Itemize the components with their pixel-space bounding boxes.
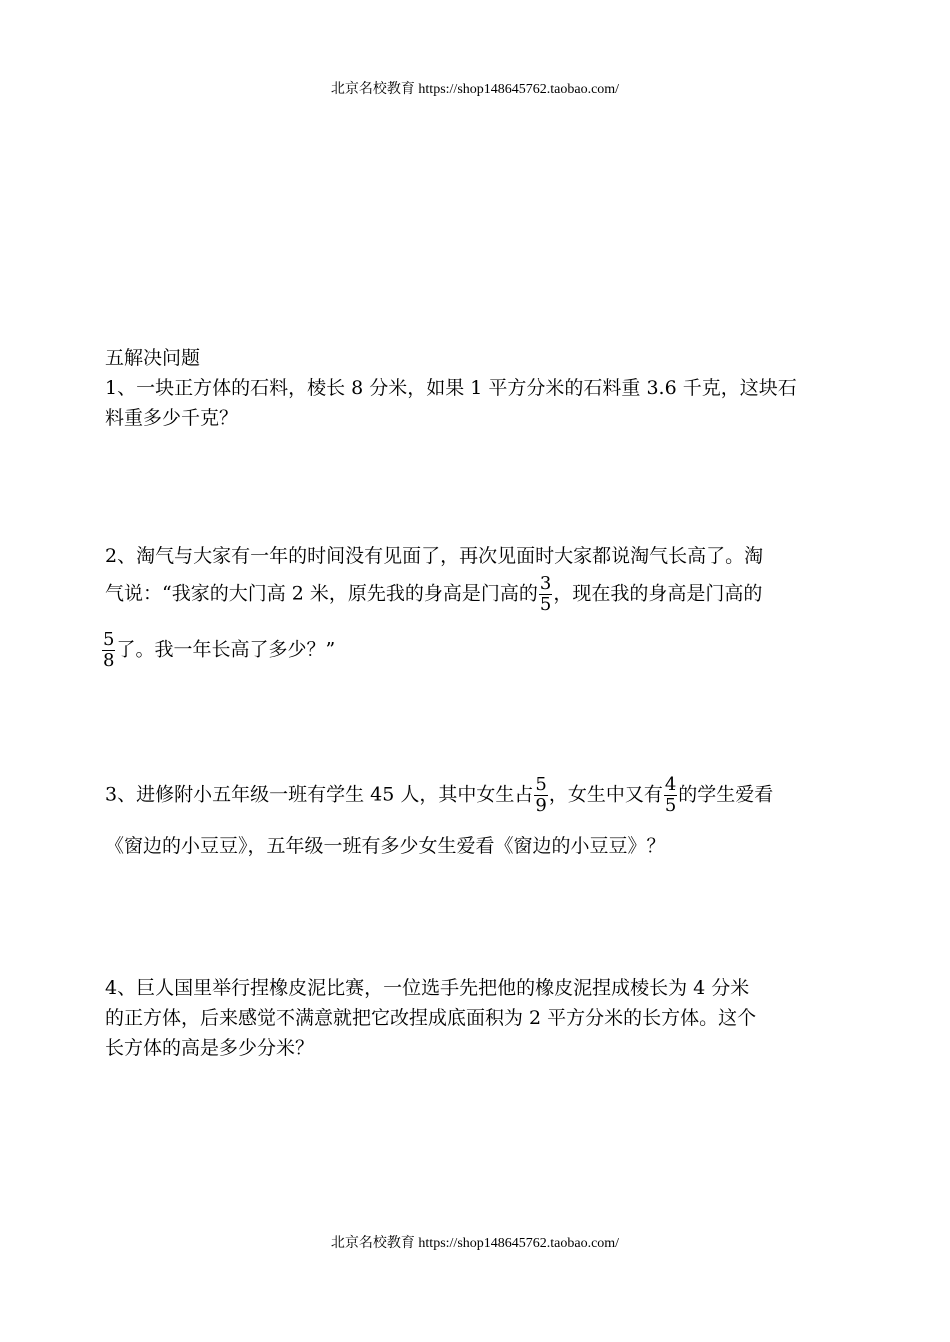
fraction-numerator: 5	[103, 629, 115, 650]
q2-text-b: ，现在我的身高是门高的	[553, 582, 763, 605]
fraction-denominator: 8	[103, 650, 115, 671]
fraction-numerator: 5	[535, 774, 547, 795]
q2-text-c: 了。我一年长高了多少？”	[116, 638, 336, 661]
q2-line-1: 2、淘气与大家有一年的时间没有见面了，再次见面时大家都说淘气长高了。淘	[105, 545, 764, 567]
q2-text-a: 气说：“我家的大门高 2 米，原先我的身高是门高的	[105, 582, 538, 605]
q3-text-c: 的学生爱看	[678, 783, 774, 806]
fraction-3-5	[539, 574, 552, 615]
q2-line-2	[105, 574, 762, 615]
page-footer: 北京名校教育 https://shop148645762.taobao.com/	[330, 1236, 620, 1251]
q4-line-3: 长方体的高是多少分米？	[105, 1037, 315, 1059]
section-title: 五解决问题	[105, 347, 201, 369]
page-header: 北京名校教育 https://shop148645762.taobao.com/	[330, 82, 620, 97]
fraction-5-8	[102, 630, 115, 671]
q2-line-3	[101, 630, 335, 671]
q4-line-1: 4、巨人国里举行捏橡皮泥比赛，一位选手先把他的橡皮泥捏成棱长为 4 分米	[105, 977, 750, 999]
q3-text-b: ，女生中又有	[548, 783, 663, 806]
fraction-denominator: 5	[539, 594, 552, 615]
q3-line-2: 《窗边的小豆豆》，五年级一班有多少女生爱看《窗边的小豆豆》？	[105, 835, 666, 857]
fraction-4-5	[664, 775, 677, 816]
fraction-numerator: 4	[664, 774, 677, 795]
fraction-denominator: 5	[664, 795, 677, 816]
fraction-numerator: 3	[539, 573, 552, 594]
q3-line-1	[105, 775, 773, 816]
q3-text-a: 3、进修附小五年级一班有学生 45 人，其中女生占	[105, 783, 534, 806]
fraction-denominator: 9	[535, 795, 547, 816]
q1-line-1: 1、一块正方体的石料，棱长 8 分米，如果 1 平方分米的石料重 3.6 千克，这块石	[105, 377, 797, 399]
fraction-5-9	[534, 775, 547, 816]
q1-line-2: 料重多少千克？	[105, 407, 239, 429]
q4-line-2: 的正方体，后来感觉不满意就把它改捏成底面积为 2 平方分米的长方体。这个	[105, 1007, 757, 1029]
